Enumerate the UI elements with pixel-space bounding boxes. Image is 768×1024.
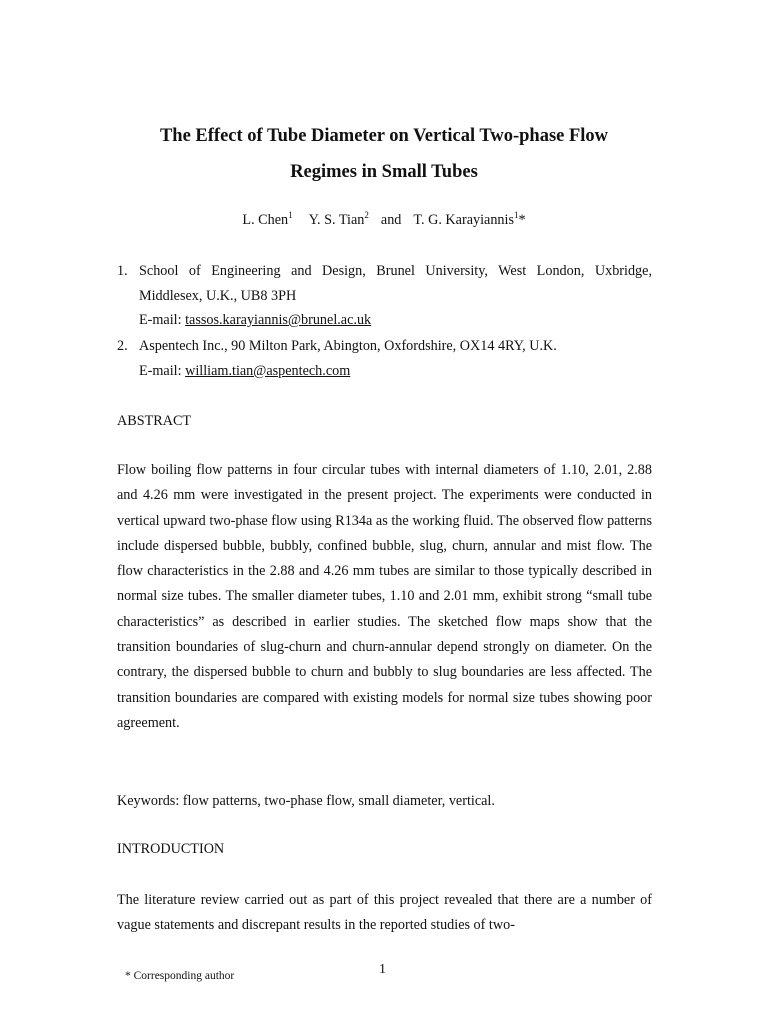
- paper-title: [100, 118, 668, 190]
- corresponding-author-footnote: * Corresponding author: [125, 970, 235, 982]
- corresponding-author-mark: *: [518, 212, 526, 228]
- title-line-1: The Effect of Tube Diameter on Vertical Two-phase Flow: [159, 126, 609, 146]
- author-affiliation-mark: 1: [288, 210, 293, 220]
- page-number: 1: [379, 962, 386, 977]
- title-line-2: Regimes in Small Tubes: [290, 162, 478, 182]
- email-label: E-mail:: [139, 362, 182, 379]
- affiliation-1: [117, 259, 652, 333]
- keywords-line: Keywords: flow patterns, two-phase flow, small diameter, vertical.: [117, 793, 495, 809]
- affiliation-email-line: [139, 308, 652, 333]
- author-affiliation-mark: 1: [513, 210, 519, 220]
- author-list: [0, 210, 768, 229]
- affiliation-address: School of Engineering and Design, Brunel University, West London, Uxbridge, Middlesex, U.K., UB8 3PH: [139, 263, 652, 304]
- abstract-paragraph: Flow boiling flow patterns in four circular tubes with internal diameters of 1.10, 2.01, 2.88 and 4.26 mm were investigated in the present project. The experiments were conducted in vertical upward two-phase flow using R134a as the working fluid. The observed flow patterns include dispersed bubble, bubbly, confined bubble, slug, churn, annular and mist flow. The flow characteristics in the 2.88 and 4.26 mm tubes are similar to those typically described in normal size tubes. The smaller diameter tubes, 1.10 and 2.01 mm, exhibit strong “small tube characteristics” as described in earlier studies. The sketched flow maps show that the transition boundaries of slug-churn and churn-annular depend strongly on diameter. On the contrary, the dispersed bubble to churn and bubbly to slug boundaries are less affected. The transition boundaries are compared with existing models for normal size tubes showing poor agreement.: [117, 462, 652, 731]
- affiliation-number: 2.: [117, 338, 128, 354]
- affiliation-number: 1.: [117, 263, 128, 279]
- abstract-heading: ABSTRACT: [117, 413, 192, 429]
- author-affiliation-mark: 2: [364, 210, 369, 220]
- affiliation-address: Aspentech Inc., 90 Milton Park, Abington, Oxfordshire, OX14 4RY, U.K.: [139, 338, 557, 354]
- author-name: T. G. Karayiannis: [413, 212, 514, 228]
- introduction-paragraph: The literature review carried out as part of this project revealed that there are a number of vague statements and discrepant results in the reported studies of two-: [117, 892, 652, 934]
- email-link[interactable]: tassos.karayiannis@brunel.ac.uk: [185, 312, 372, 328]
- author-name: Y. S. Tian: [308, 212, 365, 228]
- email-label: E-mail:: [139, 312, 182, 328]
- introduction-heading: INTRODUCTION: [117, 841, 225, 857]
- email-link[interactable]: william.tian@aspentech.com: [185, 362, 351, 379]
- affiliation-email-line: [139, 359, 652, 384]
- author-name: L. Chen: [242, 212, 289, 228]
- author-connector: and: [380, 212, 402, 228]
- affiliation-2: [117, 334, 652, 383]
